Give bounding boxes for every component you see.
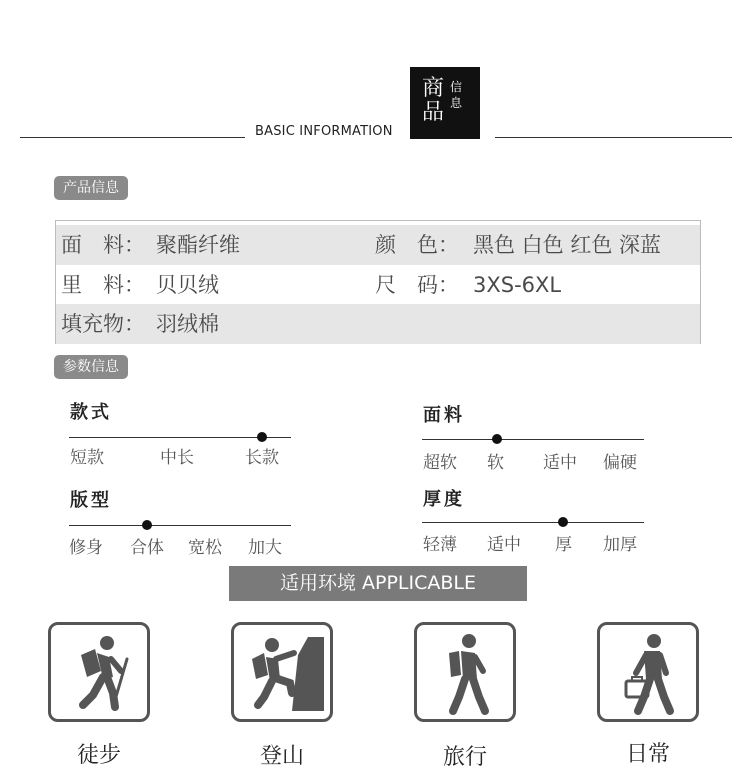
- applicable-label: 日常: [625, 742, 670, 767]
- thickness-scale-line: [422, 522, 644, 523]
- fabric-option: 偏硬: [603, 453, 637, 473]
- fit-option: 宽松: [188, 538, 222, 558]
- fabric-value: 聚酯纤维: [156, 233, 240, 257]
- style-option: 短款: [70, 448, 104, 468]
- applicable-label: 登山: [259, 744, 304, 769]
- basic-information-heading: BASIC INFORMATION: [255, 124, 393, 139]
- applicable-label: 旅行: [442, 745, 487, 770]
- filling-label: 填充物：: [61, 312, 145, 336]
- backpack-walking-icon: [414, 622, 516, 722]
- fabric-scale-line: [422, 439, 644, 440]
- applicable-banner: 适用环境 APPLICABLE: [229, 566, 527, 601]
- fabric-selected-dot: [492, 434, 502, 444]
- thickness-selected-dot: [558, 517, 568, 527]
- applicable-label: 徒步: [76, 743, 121, 768]
- fit-option: 加大: [248, 538, 282, 558]
- fit-option: 修身: [69, 538, 103, 558]
- style-title: 款式: [70, 402, 112, 423]
- fabric-option: 超软: [423, 453, 457, 473]
- lining-label: 里 料：: [61, 273, 145, 297]
- fit-option: 合体: [130, 538, 164, 558]
- thickness-option: 加厚: [603, 535, 637, 555]
- table-row: [56, 265, 700, 305]
- thickness-title: 厚度: [423, 489, 465, 510]
- size-label: 尺 码：: [375, 273, 459, 297]
- fit-title: 版型: [70, 490, 112, 511]
- fit-selected-dot: [142, 520, 152, 530]
- fabric-option: 软: [487, 453, 504, 473]
- header-rule-left: [20, 137, 245, 138]
- badge-small-text: 信息: [450, 80, 463, 110]
- table-row: [56, 304, 700, 344]
- color-label: 颜 色：: [375, 233, 459, 257]
- header-rule-right: [495, 137, 732, 138]
- badge-big-text: 商品: [422, 76, 445, 125]
- climbing-icon: [231, 622, 333, 722]
- thickness-option: 厚: [555, 535, 572, 555]
- params-tag: 参数信息: [54, 355, 128, 379]
- style-option: 长款: [245, 448, 279, 468]
- fabric-label: 面 料：: [61, 233, 145, 257]
- fabric-title: 面料: [423, 405, 465, 426]
- product-info-table: [55, 220, 701, 344]
- fit-scale-line: [69, 525, 291, 526]
- style-selected-dot: [257, 432, 267, 442]
- style-option: 中长: [160, 448, 194, 468]
- thickness-option: 适中: [487, 535, 521, 555]
- filling-value: 羽绒棉: [156, 312, 219, 336]
- hiking-icon: [48, 622, 150, 722]
- walking-with-bag-icon: [597, 622, 699, 722]
- product-info-tag: 产品信息: [54, 176, 128, 200]
- fabric-option: 适中: [543, 453, 577, 473]
- info-badge: [410, 67, 480, 139]
- thickness-option: 轻薄: [423, 535, 457, 555]
- color-value: 黑色 白色 红色 深蓝: [473, 233, 662, 257]
- table-row: [56, 225, 700, 265]
- size-value: 3XS-6XL: [473, 273, 562, 297]
- lining-value: 贝贝绒: [156, 273, 219, 297]
